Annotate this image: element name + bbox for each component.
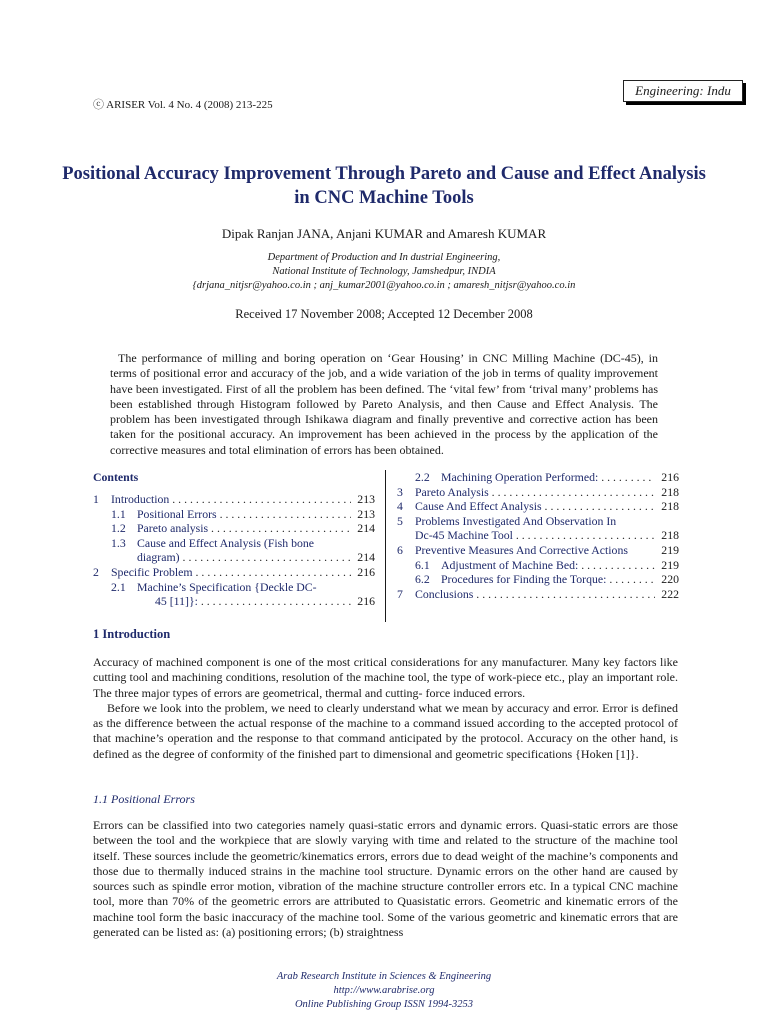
contents-entry-label: Cause and Effect Analysis (Fish bone	[137, 535, 315, 550]
footer-url[interactable]: http://www.arabrise.org	[333, 985, 435, 996]
contents-entry[interactable]	[397, 572, 679, 587]
contents-entry[interactable]	[397, 528, 679, 543]
contents-entry[interactable]	[397, 470, 679, 485]
email-line[interactable]: {drjana_nitjsr@yahoo.co.in ; anj_kumar2001@yahoo.co.in ; amaresh_nitjsr@yahoo.co.in	[192, 280, 576, 291]
affiliation	[0, 251, 768, 293]
contents-entry-number: 2.2	[415, 470, 430, 484]
contents-entry-page: 213	[357, 492, 375, 506]
copyright-line: ⓒ ARISER Vol. 4 No. 4 (2008) 213-225	[93, 99, 273, 111]
contents-entry-number: 7	[397, 586, 403, 601]
contents-entry-number: 1.2	[111, 521, 126, 536]
contents-entry-page: 219	[661, 557, 679, 572]
contents-entry-label: Machining Operation Performed: . . .	[441, 470, 655, 485]
contents-entry-page: 222	[661, 586, 679, 601]
journal-badge	[623, 80, 743, 102]
section-heading-introduction: 1 Introduction	[93, 627, 171, 641]
contents-entry[interactable]	[397, 499, 679, 514]
contents-entry-page: 219	[661, 542, 679, 557]
journal-badge-label: Engineering: Indu	[635, 83, 731, 98]
contents-entry[interactable]	[93, 550, 375, 565]
contents-entry-label: 45 [11]}: . . .	[155, 594, 351, 609]
contents-entry-number: 6.1	[415, 557, 430, 572]
contents-entry[interactable]	[93, 536, 375, 551]
footer-publisher: Arab Research Institute in Sciences & Engineering	[276, 971, 492, 982]
contents-entry-label: Positional Errors . . .	[137, 507, 351, 522]
contents-entry-number: 6.2	[415, 572, 430, 587]
contents-entry-page: 220	[661, 572, 679, 587]
contents-entry-number: 4	[397, 499, 403, 514]
paragraph: Errors can be classified into two categories namely quasi-static errors and dynamic errors. Quasi-static errors are those between the tool and the workpiece that are slowly varying with time and related to the structure of the machine tool itself. These sources include the geometric/kinematics errors, errors due to dead weight of the machine’s components and those due to thermally induced strains in the machine tool structure. Dynamic errors on the other hand are caused by sources such as spindle error motion, vibration of the machine structure controller errors etc. In a typical CNC machine tool, more than 70% of the geometric errors are attributed to Quasistatic errors. Geometric and kinematic errors of the machine tool form the basic inaccuracy of the machine tool. Some of the various geometric and kinematic errors that are generated can be listed as: (a) positioning errors; (b) straightness	[93, 818, 678, 940]
contents-entry-page: 218	[661, 528, 679, 543]
received-dates: Received 17 November 2008; Accepted 12 December 2008	[235, 307, 533, 321]
contents-entry-label: Preventive Measures And Corrective Actions	[415, 542, 628, 557]
affiliation-line: Department of Production and In dustrial Engineering,	[267, 252, 501, 263]
contents-entry[interactable]	[93, 594, 375, 609]
contents-entry[interactable]	[93, 580, 375, 595]
contents-entry-page: 216	[661, 470, 679, 484]
contents-entry[interactable]	[397, 514, 679, 529]
introduction-body	[93, 655, 678, 762]
contents-entry-label: Pareto Analysis . . .	[415, 485, 655, 500]
contents-entry-label: Dc-45 Machine Tool . . .	[415, 528, 655, 543]
contents-entry-label: Introduction . . .	[111, 492, 351, 507]
contents-entry-number: 6	[397, 542, 403, 557]
contents-entry[interactable]	[93, 521, 375, 536]
abstract-text: The performance of milling and boring operation on ‘Gear Housing’ in CNC Milling Machine (DC-45), in terms of positional error and accuracy of the job, and a wide variation of the job in terms of quality improvement have been investigated. First of all the problem has been defined. The ‘vital few’ from ‘trival many’ problems has been established through Histogram followed by Pareto Analysis, and then Cause and Effect Analysis. The problem has been investigated through Ishikawa diagram and finally preventive and corrective action has been taken for the positional accuracy. An improvement has been achieved in the process by the application of the corrective measures and total elimination of errors has been obtained.	[110, 351, 658, 457]
contents-entry-page: 218	[661, 484, 679, 499]
contents-entry[interactable]	[397, 543, 679, 558]
abstract	[110, 351, 658, 458]
contents-heading: Contents	[93, 470, 139, 484]
contents-right-column	[397, 470, 679, 601]
contents-entry-page: 218	[661, 499, 679, 514]
contents-entry-number: 5	[397, 513, 403, 528]
contents-entry-label: Pareto analysis . . .	[137, 521, 351, 536]
contents-divider	[385, 470, 386, 622]
footer-issn: Online Publishing Group ISSN 1994-3253	[294, 999, 474, 1010]
contents-entry-number: 3	[397, 484, 403, 499]
contents-entry-label: Specific Problem . . .	[111, 565, 351, 580]
contents-entry-page: 216	[357, 564, 375, 579]
contents-entry-number: 2.1	[111, 579, 126, 594]
contents-left-column	[93, 470, 375, 609]
subsection-heading-positional-errors: 1.1 Positional Errors	[93, 792, 195, 806]
contents-entry-number: 2	[93, 564, 99, 579]
contents-entry-label: Cause And Effect Analysis . . .	[415, 499, 655, 514]
contents-entry[interactable]	[93, 507, 375, 522]
contents-entry-number: 1.3	[111, 535, 126, 550]
contents-entry[interactable]	[397, 587, 679, 602]
contents-entry[interactable]	[93, 492, 375, 507]
contents-entry-label: Problems Investigated And Observation In	[415, 513, 617, 528]
contents-entry-page: 214	[357, 521, 375, 536]
contents-entry-number: 1	[93, 492, 99, 506]
paper-title: Positional Accuracy Improvement Through Pareto and Cause and Effect Analysis in CNC Machine Tools	[62, 164, 706, 208]
contents-entry-label: Machine’s Specification {Deckle DC-	[137, 579, 317, 594]
paragraph: Before we look into the problem, we need to clearly understand what we mean by accuracy and error. Error is defined as the difference between the actual response of the machine to a command issued according to the accepted protocol of that machine’s operation and the response to that command anticipated by the protocol. Accuracy on the other hand, is defined as the degree of conformity of the finished part to dimensional and geometric specifications {Hoken [1]}.	[93, 700, 678, 761]
contents-entry[interactable]	[397, 558, 679, 573]
contents-entry-label: Conclusions . . .	[415, 587, 655, 602]
contents-entry[interactable]	[93, 565, 375, 580]
contents-entry-label: Procedures for Finding the Torque: . . .	[441, 572, 655, 587]
paragraph: Accuracy of machined component is one of the most critical considerations for any manufacturer. Many key factors like cutting tool and machining conditions, resolution of the machine tool, the type of work-piece etc., play an important role. The three major types of errors are geometrical, thermal and cutting- force induced errors.	[93, 655, 678, 700]
contents-entry-page: 216	[357, 594, 375, 609]
contents-entry-page: 214	[357, 550, 375, 565]
positional-errors-body	[93, 818, 678, 940]
page-footer	[0, 970, 768, 1012]
contents-entry-page: 213	[357, 506, 375, 521]
affiliation-line: National Institute of Technology, Jamshedpur, INDIA	[272, 266, 496, 277]
authors: Dipak Ranjan JANA, Anjani KUMAR and Amaresh KUMAR	[221, 226, 547, 241]
contents-entry-number: 1.1	[111, 506, 126, 521]
contents-entry[interactable]	[397, 485, 679, 500]
contents-entry-label: Adjustment of Machine Bed: . . .	[441, 558, 655, 573]
contents-entry-label: diagram) . . .	[137, 550, 351, 565]
